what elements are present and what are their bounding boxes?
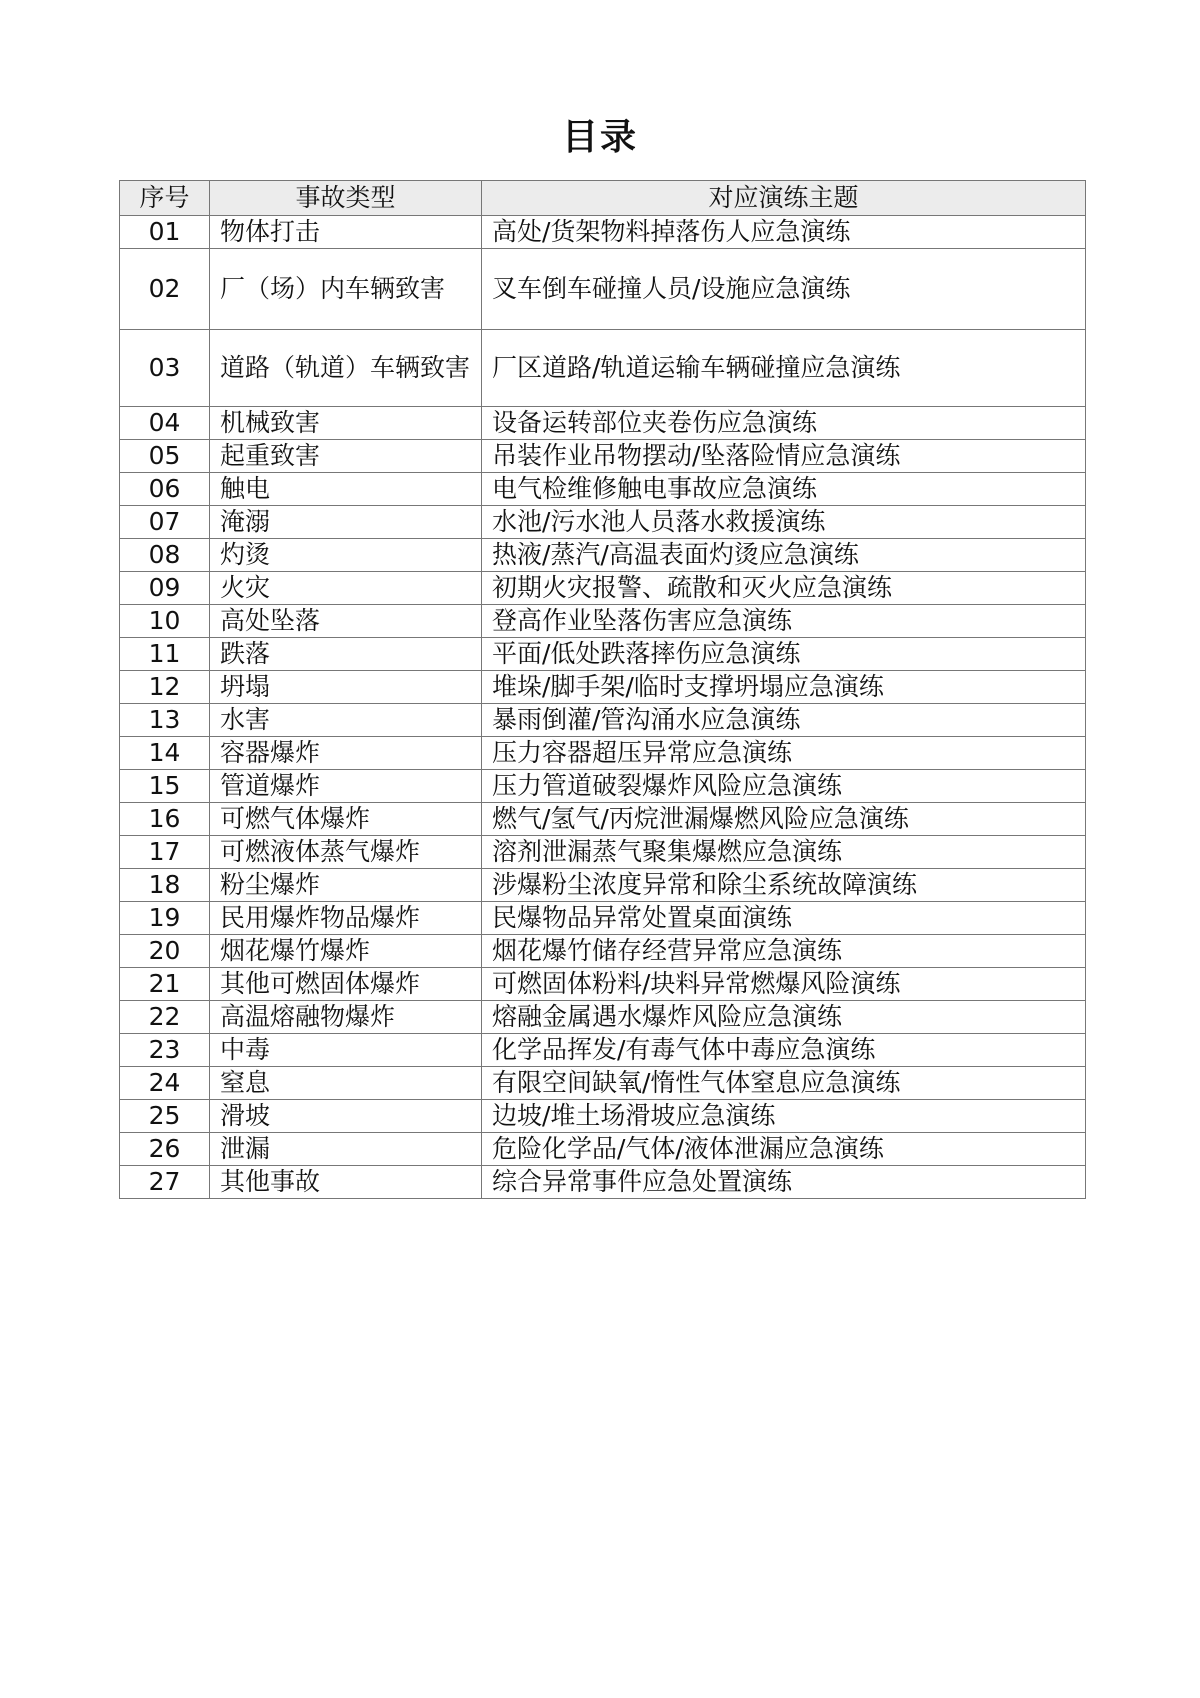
row-topic: 涉爆粉尘浓度异常和除尘系统故障演练 — [482, 869, 1086, 902]
row-topic: 登高作业坠落伤害应急演练 — [482, 605, 1086, 638]
row-no: 21 — [120, 968, 210, 1001]
row-no: 11 — [120, 638, 210, 671]
row-topic: 危险化学品/气体/液体泄漏应急演练 — [482, 1133, 1086, 1166]
row-no: 27 — [120, 1166, 210, 1199]
row-topic: 有限空间缺氧/惰性气体窒息应急演练 — [482, 1067, 1086, 1100]
table-row — [120, 1001, 1086, 1034]
table-row — [120, 704, 1086, 737]
row-type: 其他事故 — [210, 1166, 482, 1199]
row-topic: 边坡/堆土场滑坡应急演练 — [482, 1100, 1086, 1133]
page-title: 目录 — [561, 117, 638, 158]
header-no: 序号 — [120, 181, 210, 216]
table-row — [120, 902, 1086, 935]
row-type: 起重致害 — [210, 440, 482, 473]
row-topic: 化学品挥发/有毒气体中毒应急演练 — [482, 1034, 1086, 1067]
row-type: 淹溺 — [210, 506, 482, 539]
table-row — [120, 935, 1086, 968]
row-no: 01 — [120, 216, 210, 249]
row-type: 水害 — [210, 704, 482, 737]
table-row — [120, 1100, 1086, 1133]
row-no: 15 — [120, 770, 210, 803]
row-no: 24 — [120, 1067, 210, 1100]
row-topic: 热液/蒸汽/高温表面灼烫应急演练 — [482, 539, 1086, 572]
toc-table — [119, 180, 1086, 1199]
table-row — [120, 803, 1086, 836]
row-topic: 电气检维修触电事故应急演练 — [482, 473, 1086, 506]
row-no: 19 — [120, 902, 210, 935]
row-no: 17 — [120, 836, 210, 869]
table-row — [120, 770, 1086, 803]
row-no: 22 — [120, 1001, 210, 1034]
row-topic: 初期火灾报警、疏散和灭火应急演练 — [482, 572, 1086, 605]
row-no: 20 — [120, 935, 210, 968]
row-topic: 烟花爆竹储存经营异常应急演练 — [482, 935, 1086, 968]
table-row — [120, 1067, 1086, 1100]
row-topic: 综合异常事件应急处置演练 — [482, 1166, 1086, 1199]
row-no: 06 — [120, 473, 210, 506]
row-no: 14 — [120, 737, 210, 770]
row-no: 03 — [120, 330, 210, 407]
table-row — [120, 440, 1086, 473]
table-row — [120, 671, 1086, 704]
row-no: 12 — [120, 671, 210, 704]
table-row — [120, 506, 1086, 539]
row-no: 04 — [120, 407, 210, 440]
row-no: 10 — [120, 605, 210, 638]
table-row — [120, 1133, 1086, 1166]
table-row — [120, 572, 1086, 605]
table-row — [120, 473, 1086, 506]
row-type: 民用爆炸物品爆炸 — [210, 902, 482, 935]
row-topic: 可燃固体粉料/块料异常燃爆风险演练 — [482, 968, 1086, 1001]
row-type: 泄漏 — [210, 1133, 482, 1166]
row-type: 触电 — [210, 473, 482, 506]
row-type: 中毒 — [210, 1034, 482, 1067]
row-type: 管道爆炸 — [210, 770, 482, 803]
row-type: 坍塌 — [210, 671, 482, 704]
row-topic: 叉车倒车碰撞人员/设施应急演练 — [482, 249, 1086, 330]
row-type: 烟花爆竹爆炸 — [210, 935, 482, 968]
row-topic: 民爆物品异常处置桌面演练 — [482, 902, 1086, 935]
row-topic: 压力管道破裂爆炸风险应急演练 — [482, 770, 1086, 803]
row-type: 可燃气体爆炸 — [210, 803, 482, 836]
table-row — [120, 216, 1086, 249]
table-row — [120, 968, 1086, 1001]
row-topic: 平面/低处跌落摔伤应急演练 — [482, 638, 1086, 671]
row-topic: 溶剂泄漏蒸气聚集爆燃应急演练 — [482, 836, 1086, 869]
row-type: 高处坠落 — [210, 605, 482, 638]
table-row — [120, 836, 1086, 869]
table-row — [120, 330, 1086, 407]
row-type: 容器爆炸 — [210, 737, 482, 770]
row-type: 物体打击 — [210, 216, 482, 249]
row-type: 滑坡 — [210, 1100, 482, 1133]
row-no: 26 — [120, 1133, 210, 1166]
row-type: 机械致害 — [210, 407, 482, 440]
row-no: 16 — [120, 803, 210, 836]
table-row — [120, 638, 1086, 671]
row-no: 07 — [120, 506, 210, 539]
row-topic: 堆垛/脚手架/临时支撑坍塌应急演练 — [482, 671, 1086, 704]
row-no: 23 — [120, 1034, 210, 1067]
row-topic: 压力容器超压异常应急演练 — [482, 737, 1086, 770]
table-row — [120, 539, 1086, 572]
table-row — [120, 737, 1086, 770]
table-row — [120, 1034, 1086, 1067]
row-topic: 高处/货架物料掉落伤人应急演练 — [482, 216, 1086, 249]
row-topic: 暴雨倒灌/管沟涌水应急演练 — [482, 704, 1086, 737]
row-type: 其他可燃固体爆炸 — [210, 968, 482, 1001]
row-type: 窒息 — [210, 1067, 482, 1100]
row-type: 可燃液体蒸气爆炸 — [210, 836, 482, 869]
row-type: 厂（场）内车辆致害 — [210, 249, 482, 330]
table-row — [120, 407, 1086, 440]
row-topic: 燃气/氢气/丙烷泄漏爆燃风险应急演练 — [482, 803, 1086, 836]
row-type: 道路（轨道）车辆致害 — [210, 330, 482, 407]
row-topic: 吊装作业吊物摆动/坠落险情应急演练 — [482, 440, 1086, 473]
table-header-row — [120, 181, 1086, 216]
row-type: 火灾 — [210, 572, 482, 605]
row-no: 25 — [120, 1100, 210, 1133]
row-topic: 设备运转部位夹卷伤应急演练 — [482, 407, 1086, 440]
table-row — [120, 869, 1086, 902]
row-topic: 水池/污水池人员落水救援演练 — [482, 506, 1086, 539]
row-type: 粉尘爆炸 — [210, 869, 482, 902]
row-no: 13 — [120, 704, 210, 737]
row-no: 02 — [120, 249, 210, 330]
row-type: 高温熔融物爆炸 — [210, 1001, 482, 1034]
row-no: 05 — [120, 440, 210, 473]
row-type: 灼烫 — [210, 539, 482, 572]
header-type: 事故类型 — [210, 181, 482, 216]
row-topic: 厂区道路/轨道运输车辆碰撞应急演练 — [482, 330, 1086, 407]
table-row — [120, 249, 1086, 330]
row-no: 18 — [120, 869, 210, 902]
row-type: 跌落 — [210, 638, 482, 671]
table-row — [120, 605, 1086, 638]
row-topic: 熔融金属遇水爆炸风险应急演练 — [482, 1001, 1086, 1034]
row-no: 08 — [120, 539, 210, 572]
table-row — [120, 1166, 1086, 1199]
row-no: 09 — [120, 572, 210, 605]
header-topic: 对应演练主题 — [482, 181, 1086, 216]
